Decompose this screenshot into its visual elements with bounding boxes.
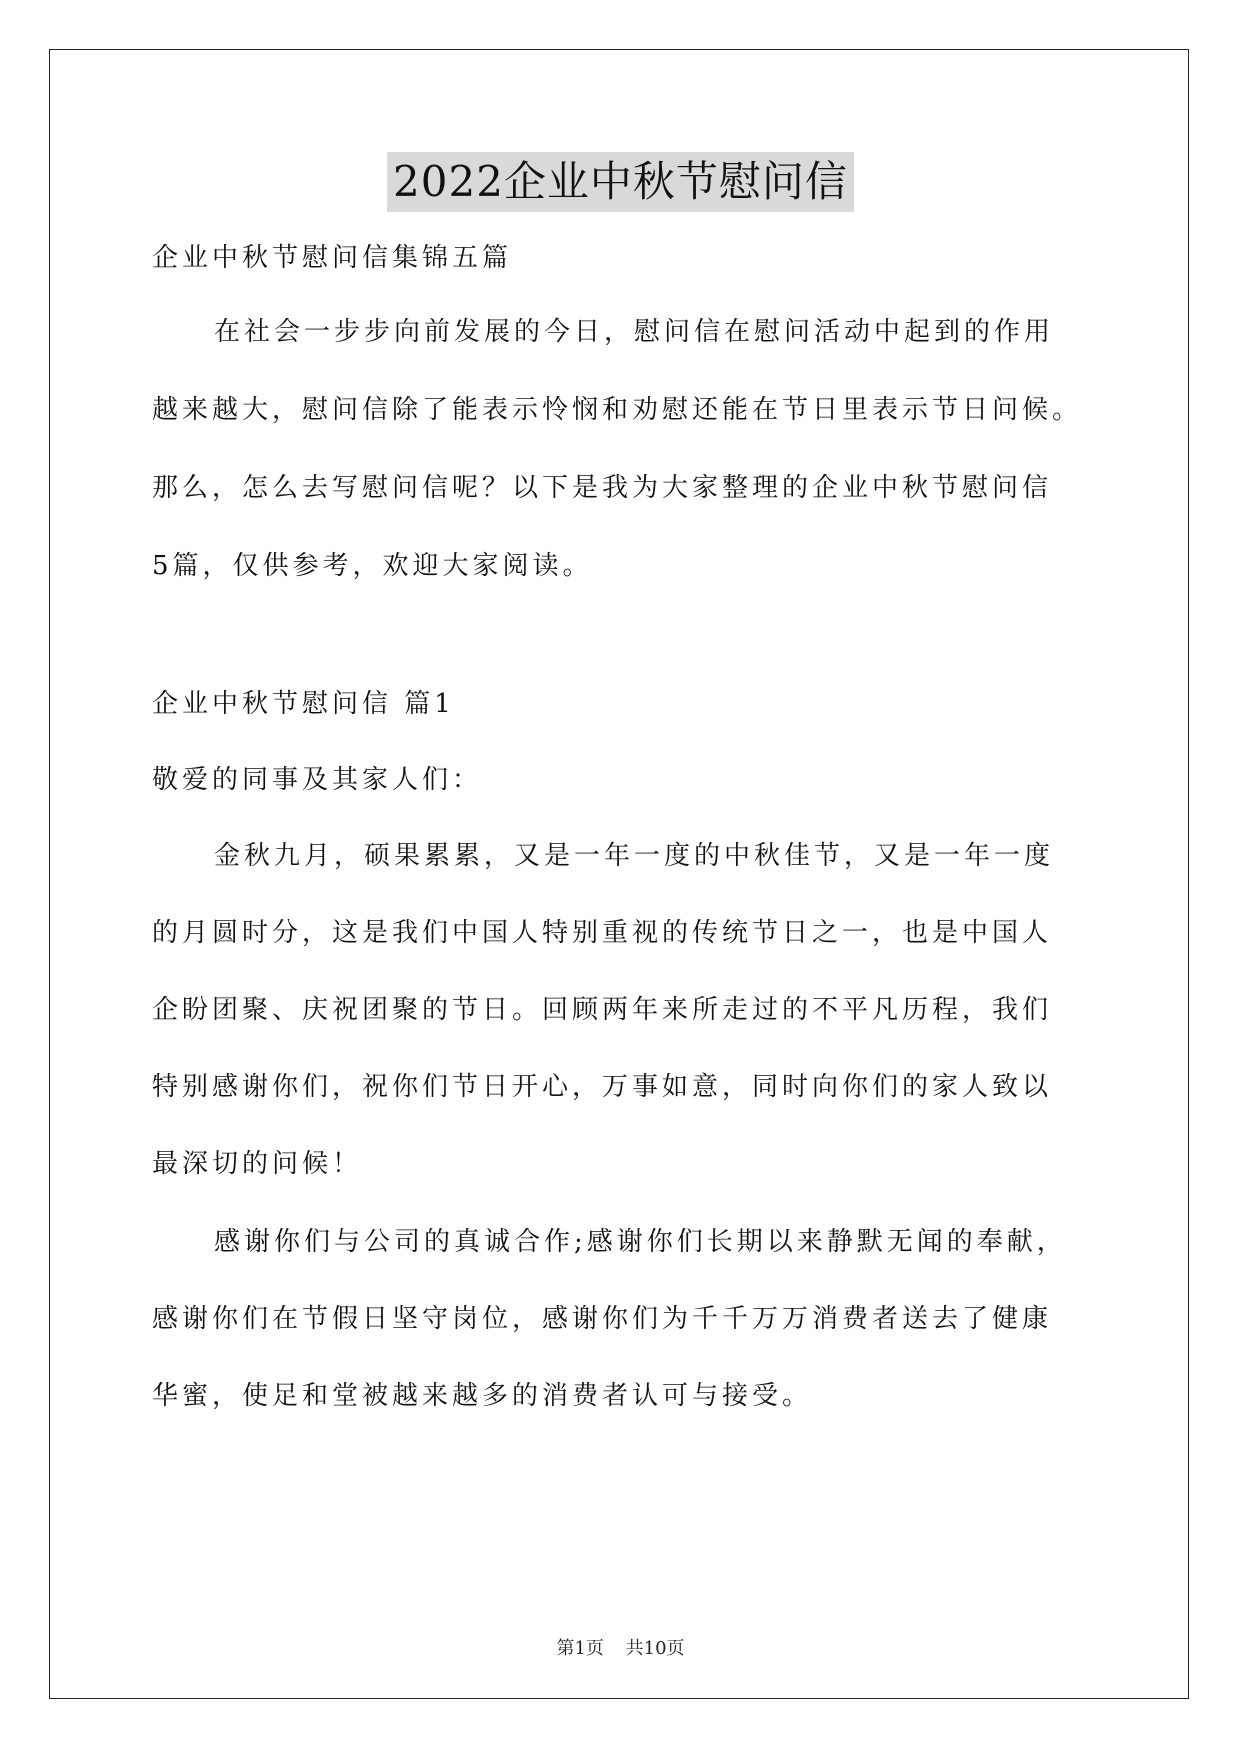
- title-container: [0, 152, 1241, 212]
- intro-line: 越来越大，慰问信除了能表示怜悯和劝慰还能在节日里表示节日问候。: [152, 395, 1083, 425]
- section-heading: 企业中秋节慰问信 篇1: [152, 689, 455, 719]
- paragraph-line: 感谢你们在节假日坚守岗位，感谢你们为千千万万消费者送去了健康: [152, 1304, 1053, 1334]
- paragraph-line: 感谢你们与公司的真诚合作;感谢你们长期以来静默无闻的奉献，: [214, 1227, 1067, 1257]
- paragraph-line: 企盼团聚、庆祝团聚的节日。回顾两年来所走过的不平凡历程，我们: [152, 995, 1053, 1025]
- page-total: 共10页: [625, 1638, 685, 1659]
- page-number: 第1页: [556, 1638, 604, 1659]
- paragraph-line: 最深切的问候！: [152, 1149, 363, 1179]
- document-title: 2022企业中秋节慰问信: [387, 152, 854, 212]
- intro-line: 在社会一步步向前发展的今日，慰问信在慰问活动中起到的作用: [214, 317, 1055, 347]
- intro-line: 5篇，仅供参考，欢迎大家阅读。: [152, 551, 593, 581]
- page-border: [49, 49, 1189, 1699]
- intro-line: 那么，怎么去写慰问信呢？以下是我为大家整理的企业中秋节慰问信: [152, 473, 1053, 503]
- paragraph-line: 的月圆时分，这是我们中国人特别重视的传统节日之一，也是中国人: [152, 918, 1053, 948]
- paragraph-line: 金秋九月，硕果累累，又是一年一度的中秋佳节，又是一年一度: [214, 841, 1055, 871]
- paragraph-line: 特别感谢你们，祝你们节日开心，万事如意，同时向你们的家人致以: [152, 1072, 1053, 1102]
- page-footer: [0, 1634, 1241, 1660]
- subtitle: 企业中秋节慰问信集锦五篇: [152, 243, 513, 273]
- salutation: 敬爱的同事及其家人们：: [152, 765, 483, 795]
- paragraph-line: 华蜜，使足和堂被越来越多的消费者认可与接受。: [152, 1381, 813, 1411]
